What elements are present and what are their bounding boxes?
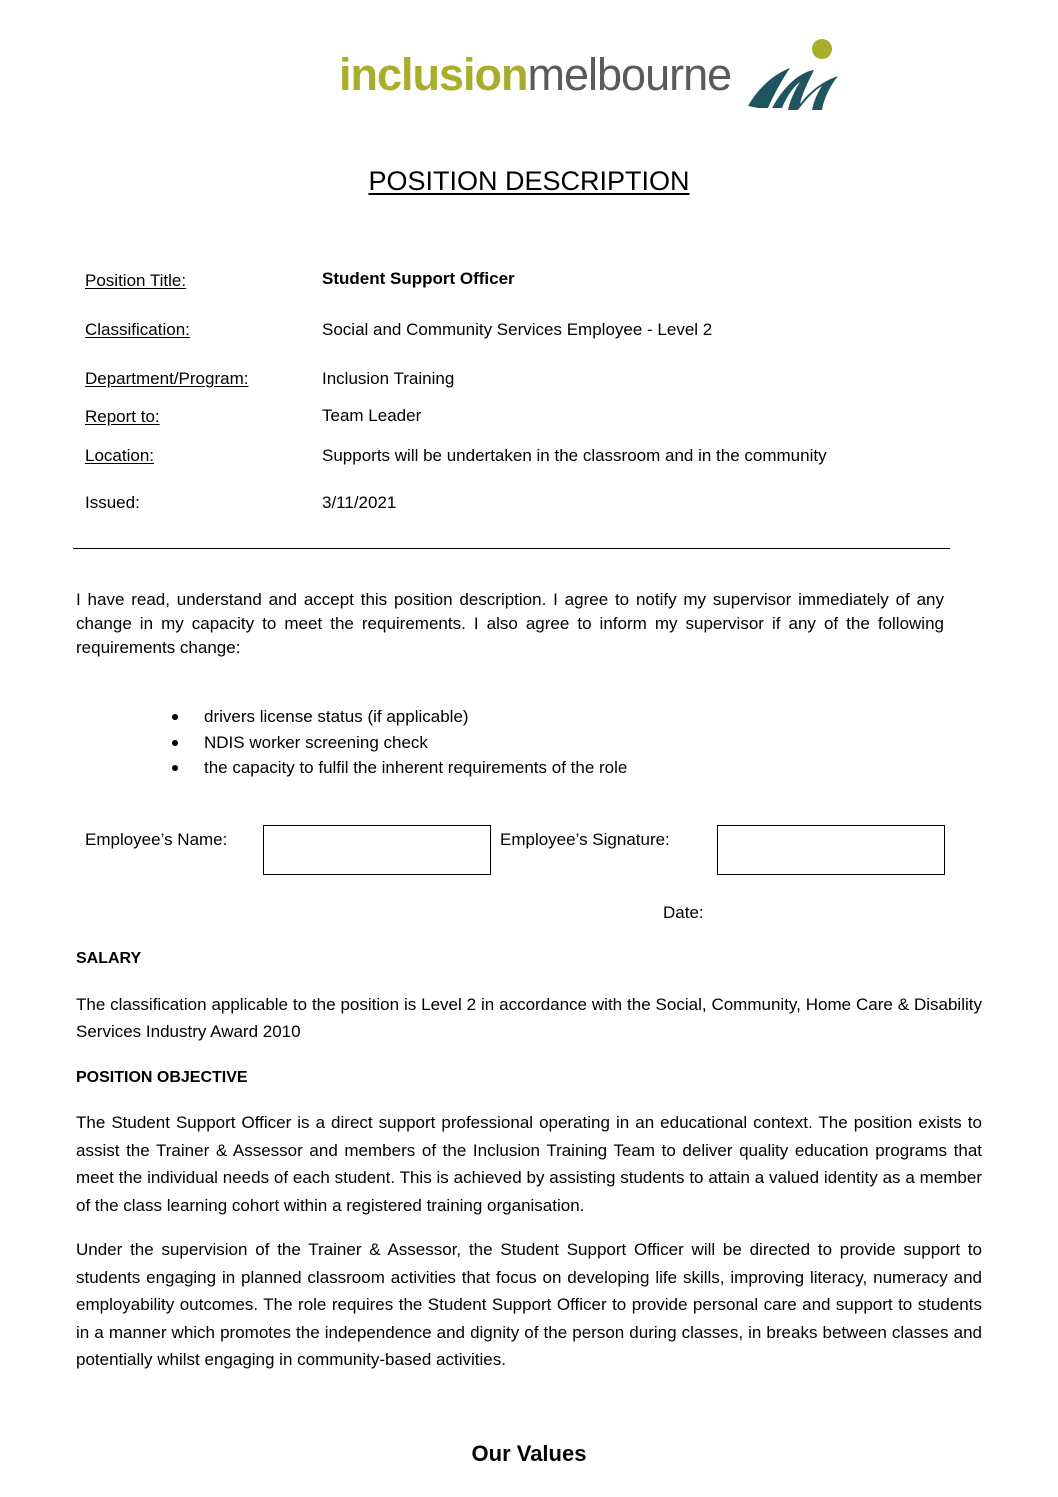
field-value-report-to: Team Leader [322, 406, 422, 425]
salary-heading: SALARY [76, 950, 142, 967]
requirements-list [162, 704, 627, 781]
employee-signature-field[interactable] [717, 825, 945, 875]
logo-wordmark [339, 49, 732, 100]
logo-wordmark-bold: inclusion [339, 49, 528, 100]
field-label-department: Department/Program: [85, 369, 249, 388]
field-label-issued: Issued: [85, 493, 140, 512]
employee-signature-label: Employee’s Signature: [500, 830, 670, 849]
employee-name-field[interactable] [263, 825, 491, 875]
position-objective-paragraph-2: Under the supervision of the Trainer & Assessor, the Student Support Officer will be directed to provide support to students engaging in planned classroom activities that focus on developing life skills, improving literacy, numeracy and employability outcomes. The role requires the Student Support Officer to provide personal care and support to students in a manner which promotes the independence and dignity of the person during classes, in breaks between classes and potentially whilst engaging in community-based activities. [76, 1240, 982, 1369]
our-values-heading: Our Values [471, 1441, 587, 1466]
document-title: POSITION DESCRIPTION [368, 166, 690, 196]
field-label-position-title: Position Title: [85, 271, 187, 290]
logo-wordmark-light: melbourne [527, 49, 732, 100]
field-label-report-to: Report to: [85, 407, 160, 426]
list-item: NDIS worker screening check [162, 730, 627, 756]
section-divider [73, 548, 950, 549]
salary-text: The classification applicable to the position is Level 2 in accordance with the Social, Community, Home Care & Disability Services Industry Award 2010 [76, 995, 982, 1041]
field-value-issued: 3/11/2021 [322, 493, 397, 512]
list-item: the capacity to fulfil the inherent requirements of the role [162, 755, 627, 781]
field-value-location: Supports will be undertaken in the classroom and in the community [322, 446, 827, 465]
field-value-department: Inclusion Training [322, 369, 455, 388]
field-label-classification: Classification: [85, 320, 190, 339]
employee-name-label: Employee’s Name: [85, 830, 228, 849]
position-objective-heading: POSITION OBJECTIVE [76, 1069, 248, 1086]
logo-mark-icon [742, 36, 844, 114]
date-label: Date: [663, 903, 704, 922]
field-value-classification: Social and Community Services Employee - Level 2 [322, 320, 713, 339]
field-label-location: Location: [85, 446, 154, 465]
list-item: drivers license status (if applicable) [162, 704, 627, 730]
position-objective-paragraph-1: The Student Support Officer is a direct support professional operating in an educational context. The position exists to assist the Trainer & Assessor and members of the Inclusion Training Team to deliver quality education programs that meet the individual needs of each student. This is achieved by assisting students to attain a valued identity as a member of the class learning cohort within a registered training organisation. [76, 1113, 982, 1215]
acknowledgement-text: I have read, understand and accept this position description. I agree to notify my supervisor immediately of any change in my capacity to meet the requirements. I also agree to inform my supervisor if any of the following requirements change: [76, 590, 944, 657]
field-value-position-title: Student Support Officer [322, 269, 515, 288]
